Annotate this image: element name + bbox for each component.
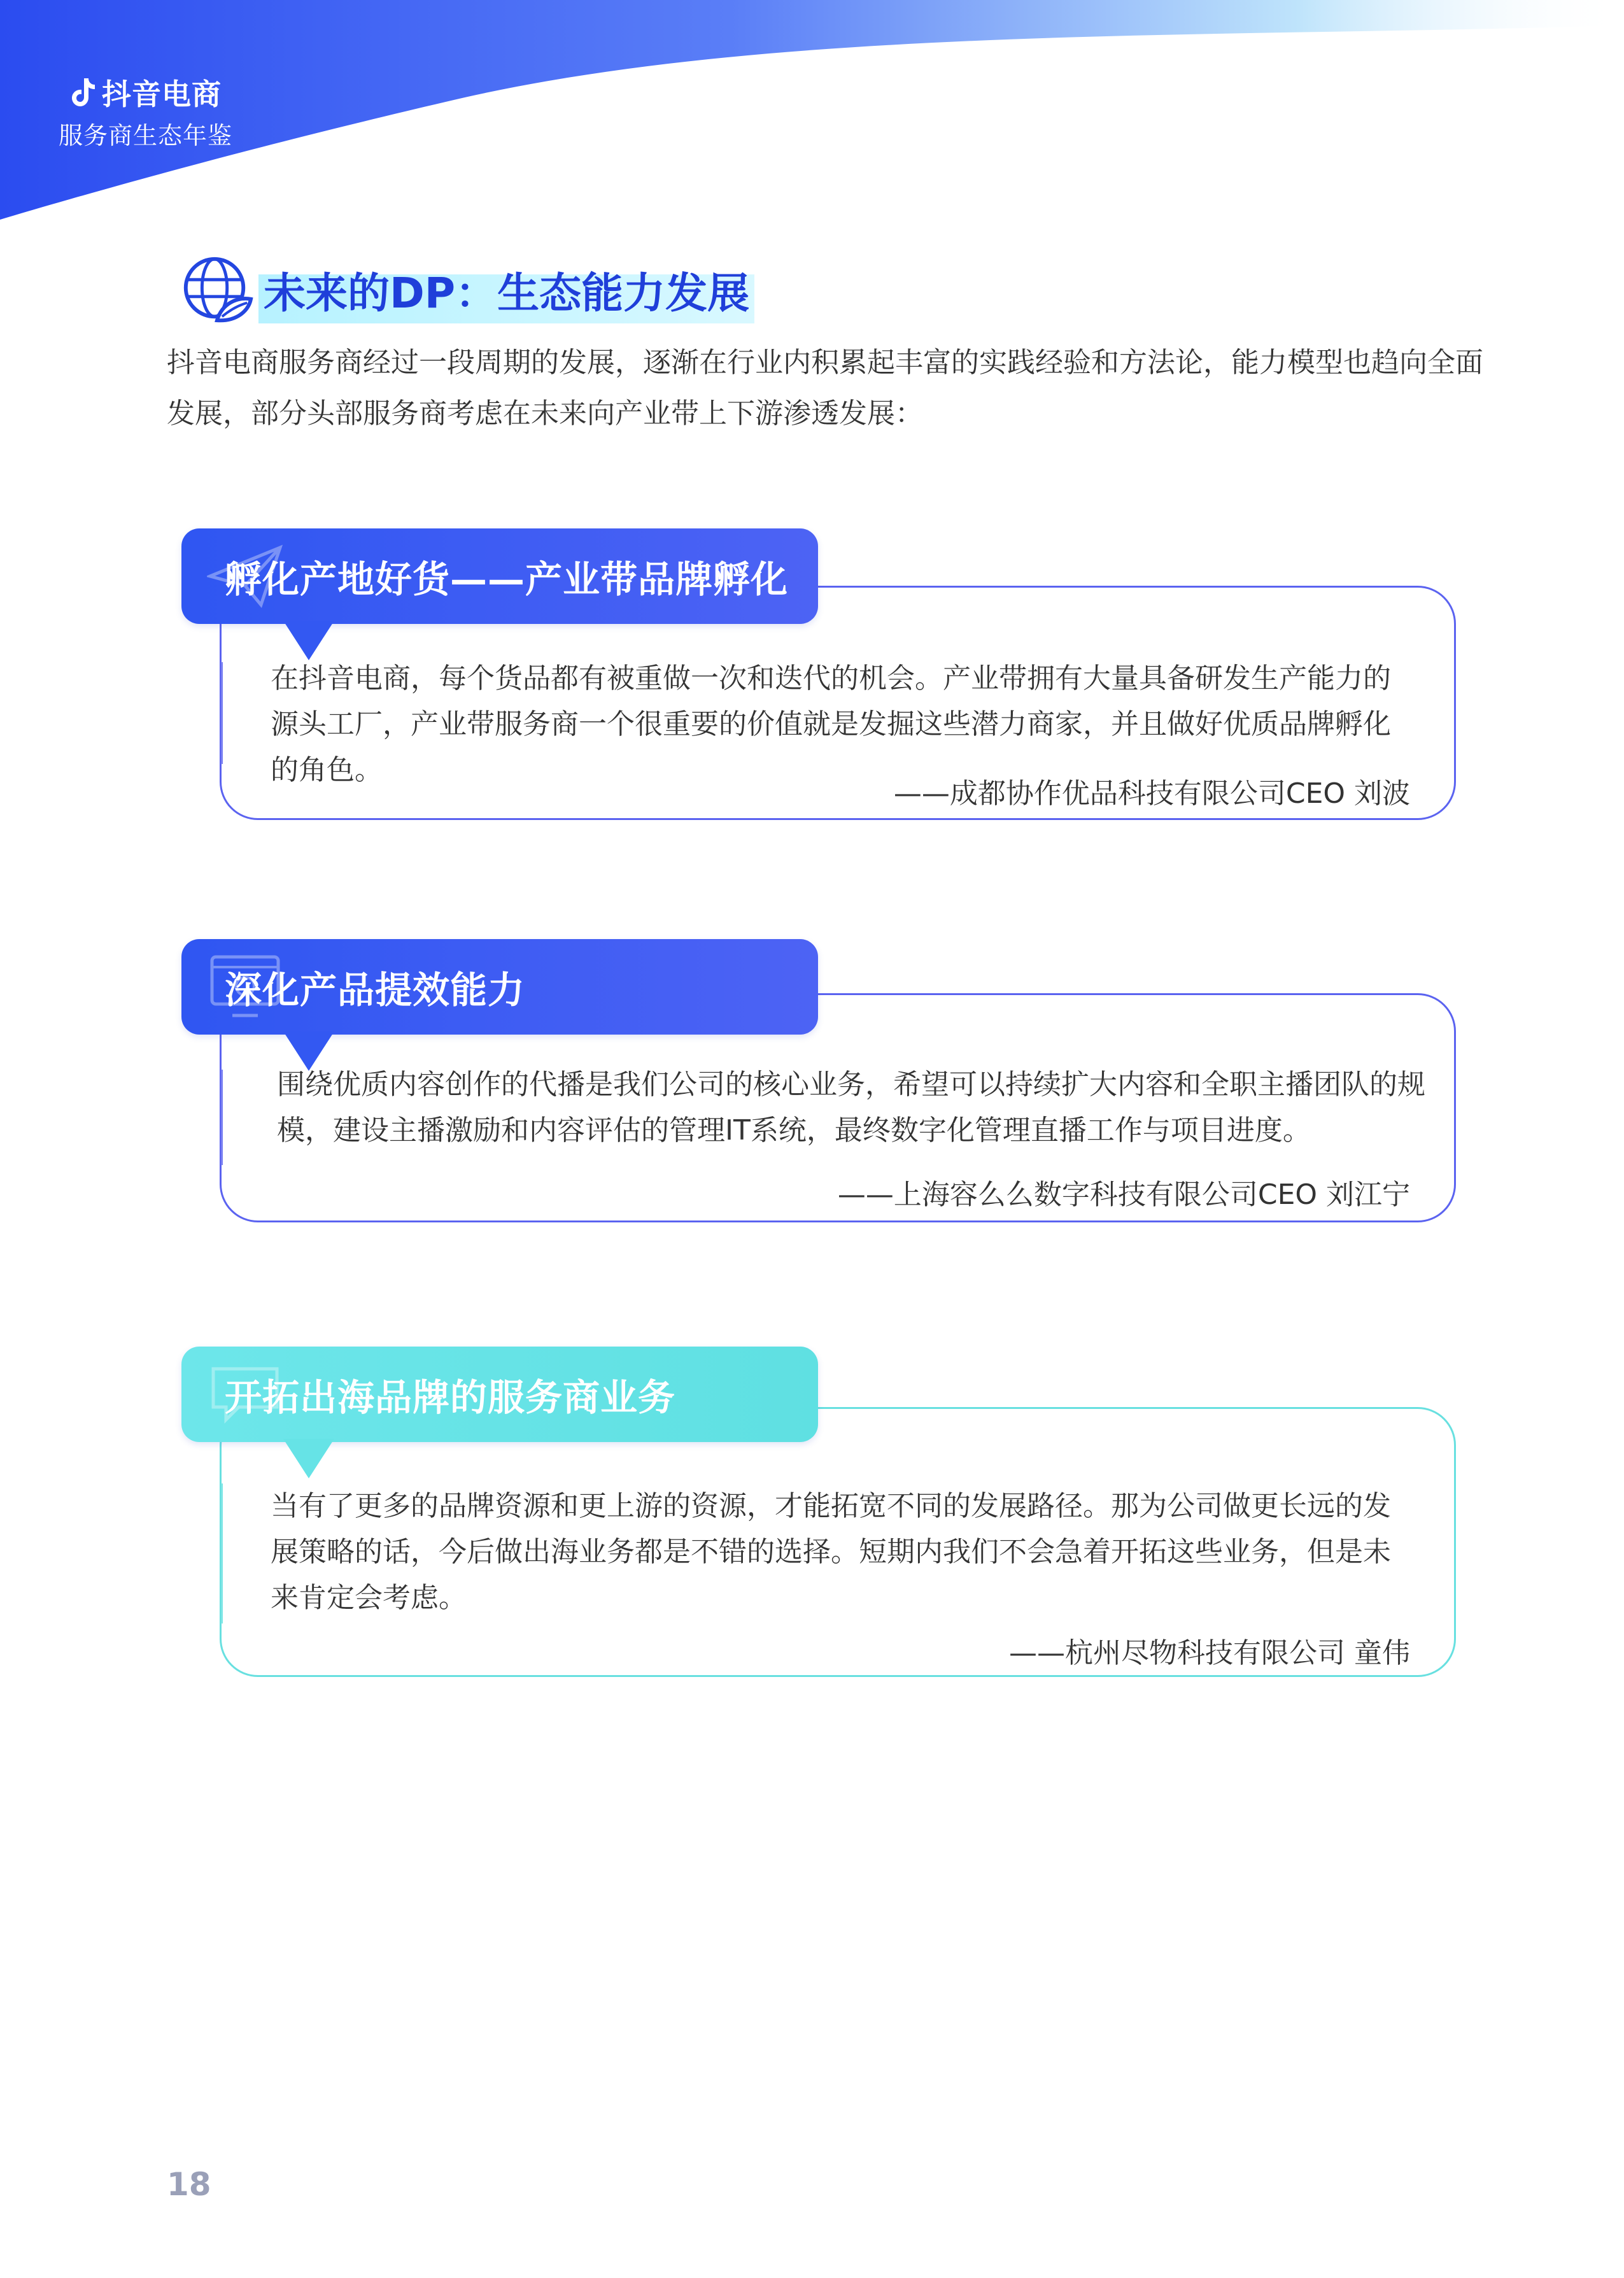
section-title <box>178 251 754 327</box>
card-tag-1 <box>181 528 818 624</box>
quote-attribution-wrap <box>220 1630 1410 1668</box>
quote-text-1: 在抖音电商，每个货品都有被重做一次和迭代的机会。产业带拥有大量具备研发生产能力的源头工厂，产业带服务商一个很重要的价值就是发掘这些潜力商家，并且做好优质品牌孵化的角色。 <box>271 662 1391 786</box>
quote-rule <box>221 1483 223 1624</box>
paper-plane-icon <box>207 541 283 611</box>
quote-attribution-wrap <box>220 770 1410 809</box>
quote-attribution-1: ——成都协作优品科技有限公司CEO 刘波 <box>893 777 1410 810</box>
card-tag-3 <box>181 1347 818 1442</box>
tag-pointer <box>283 1031 334 1071</box>
brand-name: 抖音电商 <box>102 77 222 111</box>
card-tag-2 <box>181 939 818 1035</box>
quote-attribution-2: ——上海容么么数字科技有限公司CEO 刘江宁 <box>837 1178 1410 1211</box>
brand <box>70 71 222 113</box>
card-tag-label-3: 开拓出海品牌的服务商业务 <box>225 1376 676 1419</box>
quote-attribution-3: ——杭州尽物科技有限公司 童伟 <box>1009 1637 1410 1669</box>
quote-text-2: 围绕优质内容创作的代播是我们公司的核心业务，希望可以持续扩大内容和全职主播团队的规模，建设主播激励和内容评估的管理IT系统，最终数字化管理直播工作与项目进度。 <box>277 1068 1425 1147</box>
header-banner <box>0 0 1624 242</box>
intro-paragraph: 抖音电商服务商经过一段周期的发展，逐渐在行业内积累起丰富的实践经验和方法论，能力模型也趋向全面发展，部分头部服务商考虑在未来向产业带上下游渗透发展： <box>167 346 1483 430</box>
quote-rule <box>221 662 223 764</box>
quote-attribution-wrap <box>220 1171 1410 1210</box>
tag-pointer <box>283 1439 334 1478</box>
douyin-logo-icon <box>70 77 95 108</box>
tag-pointer <box>283 621 334 660</box>
brand-subtitle: 服务商生态年鉴 <box>59 122 233 150</box>
chat-bubble-icon <box>207 1359 283 1429</box>
globe-leaf-icon <box>178 251 253 327</box>
quote-text-3: 当有了更多的品牌资源和更上游的资源，才能拓宽不同的发展路径。那为公司做更长远的发展策略的话，今后做出海业务都是不错的选择。短期内我们不会急着开拓这些业务，但是未来肯定会考虑。 <box>271 1490 1391 1614</box>
monitor-icon <box>207 952 283 1022</box>
section-heading: 未来的DP：生态能力发展 <box>258 259 754 320</box>
card-tag-label-1: 孵化产地好货——产业带品牌孵化 <box>225 558 789 601</box>
page-number: 18 <box>167 2166 211 2203</box>
card-tag-label-2: 深化产品提效能力 <box>225 968 526 1012</box>
quote-rule <box>221 1070 223 1165</box>
